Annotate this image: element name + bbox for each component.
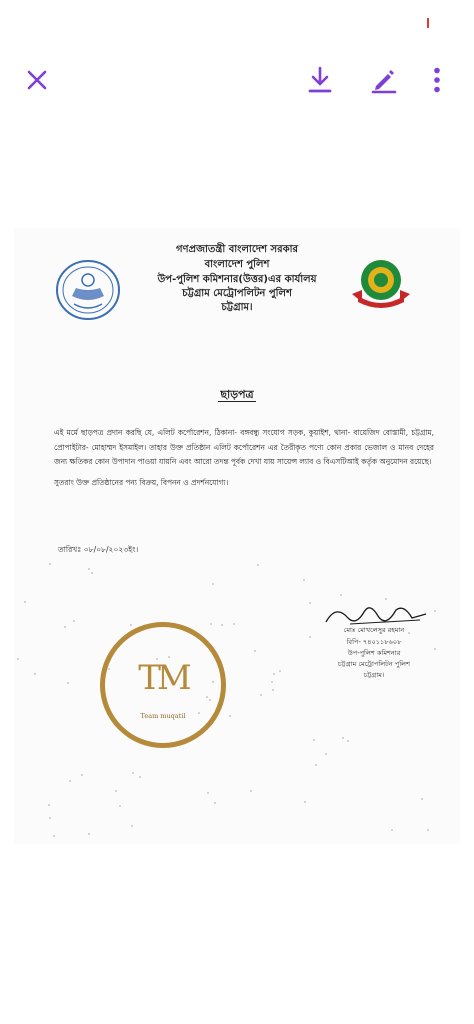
signatory-id: বিপি- ৭৪০১১৮৬০৮ xyxy=(346,638,402,646)
watermark-text: Team muqatil xyxy=(140,712,186,720)
scan-speck xyxy=(69,780,71,782)
scan-speck xyxy=(88,568,90,570)
download-icon xyxy=(307,65,333,95)
scan-speck xyxy=(67,682,69,684)
edit-button[interactable] xyxy=(364,58,404,102)
scan-speck xyxy=(271,681,273,683)
scan-speck xyxy=(132,772,134,774)
scan-speck xyxy=(88,833,90,835)
download-button[interactable] xyxy=(300,58,340,102)
scan-speck xyxy=(427,829,429,831)
scan-speck xyxy=(303,579,305,581)
scan-speck xyxy=(309,636,311,638)
scan-speck xyxy=(340,594,342,596)
more-options-button[interactable] xyxy=(417,58,457,102)
team-watermark xyxy=(100,622,228,750)
scan-speck xyxy=(73,620,75,622)
scan-speck xyxy=(325,753,327,755)
document-title: ছাড়পত্র xyxy=(220,388,254,401)
watermark-monogram: TM xyxy=(138,658,188,698)
scan-speck xyxy=(233,623,235,625)
close-button[interactable] xyxy=(17,58,57,102)
viewer-toolbar xyxy=(0,58,474,104)
header-line-4: চট্টগ্রাম মেট্রোপলিটন পুলিশ xyxy=(182,288,292,299)
scan-speck xyxy=(273,673,275,675)
header-line-2: বাংলাদেশ পুলিশ xyxy=(204,259,270,270)
scan-speck xyxy=(49,563,51,565)
scan-speck xyxy=(214,802,216,804)
scan-speck xyxy=(434,648,436,650)
scan-speck xyxy=(421,798,423,800)
status-indicator xyxy=(427,18,429,28)
scan-speck xyxy=(53,835,55,837)
scan-speck xyxy=(212,583,214,585)
scan-speck xyxy=(250,790,252,792)
scan-speck xyxy=(48,804,50,806)
document-date: তারিখঃ ০৮/০৮/২০২৩ইং। xyxy=(58,545,139,554)
signatory-city: চট্টগ্রাম। xyxy=(363,671,385,679)
body-paragraph-2: সুতরাং উক্ত প্রতিষ্ঠানের পন্য বিক্রয়, বিপনন ও প্রদর্শনযোগ্য। xyxy=(54,477,229,487)
scan-speck xyxy=(309,602,311,604)
scan-speck xyxy=(229,715,231,717)
more-vert-icon xyxy=(432,67,442,93)
edit-pen-icon xyxy=(370,66,398,94)
scan-speck xyxy=(272,689,274,691)
document-body xyxy=(54,426,434,490)
scan-speck xyxy=(139,776,141,778)
header-line-1: গণপ্রজাতন্ত্রী বাংলাদেশ সরকার xyxy=(176,244,298,255)
scan-speck xyxy=(347,740,349,742)
scan-speck xyxy=(315,764,317,766)
scan-speck xyxy=(391,829,393,831)
scan-speck xyxy=(81,774,83,776)
scan-speck xyxy=(115,790,117,792)
close-icon xyxy=(26,69,48,91)
scan-speck xyxy=(131,825,133,827)
header-line-3: উপ-পুলিশ কমিশনার(উত্তর)এর কার্যালয় xyxy=(157,274,317,285)
scan-speck xyxy=(260,694,262,696)
scan-speck xyxy=(64,626,66,628)
document-image[interactable] xyxy=(14,228,460,844)
header-line-5: চট্টগ্রাম। xyxy=(221,302,253,313)
body-paragraph-1: এই মর্মে ছাড়পত্র প্রদান করছি যে, এলিট কর্পোরেশন, ঠিকানা- বঙ্গবন্ধু সংযোগ সড়ক, কুয়াইশ, থানা- বায়েজিদ বোস্তামী, চট্টগ্রাম, প্রোপাইটার- মোহাম্মদ ইসমাইল। তাহার উক্ত প্রতিষ্ঠান এলিট কর্পোরেশন এর তৈরীকৃত পণ্যে কোন প্রকার ভেজাল ও মানব দেহের জন্য ক্ষতিকর কোন উপাদান পাওয়া যায়নি এবং আরো তদন্ত পূর্বক দেখা যায় সায়েন্স ল্যাব ও বিএসটিআই কর্তৃক অনুমোদন রয়েছে। xyxy=(54,428,434,466)
scan-speck xyxy=(34,673,36,675)
scan-speck xyxy=(434,610,436,612)
scan-speck xyxy=(254,650,256,652)
scan-speck xyxy=(24,601,26,603)
scan-speck xyxy=(257,564,259,566)
scan-speck xyxy=(207,792,209,794)
signatory-name: মোঃ মোখলেসুর রহমান xyxy=(343,626,405,634)
scan-speck xyxy=(304,801,306,803)
scan-speck xyxy=(49,817,51,819)
signatory-designation: উপ-পুলিশ কমিশনার xyxy=(347,649,401,657)
scan-speck xyxy=(279,670,281,672)
signatory-office: চট্টগ্রাম মেট্রোপলিটন পুলিশ xyxy=(338,660,410,668)
scan-speck xyxy=(313,739,315,741)
scan-speck xyxy=(17,658,19,660)
scan-speck xyxy=(342,737,344,739)
scan-speck xyxy=(91,572,93,574)
scan-speck xyxy=(119,805,121,807)
